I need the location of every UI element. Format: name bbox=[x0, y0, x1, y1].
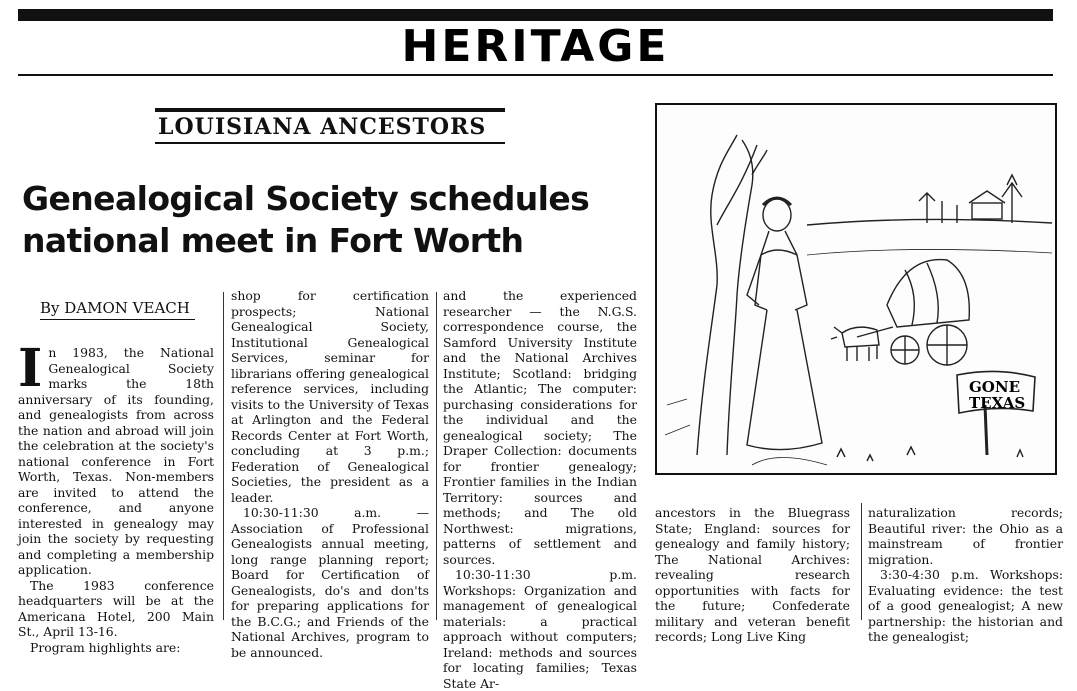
sign-line-2: TEXAS bbox=[969, 394, 1026, 412]
paragraph: The 1983 conference headquarters will be at the Americana Hotel, 200 Main St., April 13-16. bbox=[18, 577, 214, 639]
paragraph: shop for certification prospects; National Genealogical Society, Institutional Genealogical Services, seminar for librarians offering genealogical reference services, including visits to the University of Texas at Arlington and the Federal Records Center at Fort Worth, concluding at 3 p.m.; Federation of Genealogical Societies, the president as a leader. bbox=[231, 288, 429, 505]
sign-line-1: GONE bbox=[969, 378, 1021, 396]
column-divider bbox=[223, 292, 224, 620]
kicker-block bbox=[155, 108, 505, 144]
kicker-bottom-rule bbox=[155, 142, 505, 144]
paragraph: naturalization records; Beautiful river: the Ohio as a mainstream of frontier migration. bbox=[868, 505, 1063, 567]
paragraph-text: n 1983, the National Genealogical Society marks the 18th anniversary of its founding, and genealogists from across the nation and abroad will join the celebration at the society's national conference in Fort Worth, Texas. Non-members are invited to attend the conference, and anyone interested in genealogy may join the society by requesting and completing a membership application. bbox=[18, 345, 214, 577]
article-headline: Genealogical Society schedules national meet in Fort Worth bbox=[22, 179, 590, 260]
paragraph: ancestors in the Bluegrass State; England: sources for genealogy and family history; The National Archives: revealing research opportunities with facts for the future; Confederate military and veteran benefit records; Long Live King bbox=[655, 505, 850, 644]
article-column-5 bbox=[868, 505, 1063, 644]
paragraph: 10:30-11:30 p.m. Workshops: Organization and management of genealogical materials: a practical approach without computers; Ireland: methods and sources for locating families; Texas State Ar- bbox=[443, 567, 637, 691]
column-kicker: LOUISIANA ANCESTORS bbox=[158, 114, 487, 140]
column-divider bbox=[436, 292, 437, 620]
column-divider bbox=[861, 503, 862, 620]
section-masthead: HERITAGE bbox=[401, 21, 670, 72]
article-column-1 bbox=[18, 338, 214, 655]
paragraph: 3:30-4:30 p.m. Workshops: Evaluating evidence: the test of a good genealogist; A new partnership: the historian and the genealogist; bbox=[868, 567, 1063, 644]
byline: By DAMON VEACH bbox=[40, 297, 195, 320]
top-rule bbox=[18, 9, 1053, 21]
paragraph: and the experienced researcher — the N.G.S. correspondence course, the Samford University Institute and the National Archives Institute; Scotland: bridging the Atlantic; The computer: purchasing considerations for the individual and the genealogical society; The Draper Collection: documents for frontier genealogy; Frontier families in the Indian Territory: sources and methods; and The old Northwest: migrations, patterns of settlement and sources. bbox=[443, 288, 637, 567]
article-column-3 bbox=[443, 288, 637, 691]
article-column-4 bbox=[655, 505, 850, 644]
drop-cap: I bbox=[18, 338, 43, 399]
frontier-illustration bbox=[655, 103, 1057, 475]
illustration-drawing bbox=[657, 105, 1055, 473]
article-column-2 bbox=[231, 288, 429, 660]
paragraph: 10:30-11:30 a.m. — Association of Professional Genealogists annual meeting, long range planning report; Board for Certification of Genealogists, do's and don'ts for preparing applications for the B.C.G.; and Friends of the National Archives, program to be announced. bbox=[231, 505, 429, 660]
masthead-rule bbox=[18, 74, 1053, 76]
paragraph: Program highlights are: bbox=[30, 639, 181, 655]
paragraph bbox=[18, 338, 214, 578]
